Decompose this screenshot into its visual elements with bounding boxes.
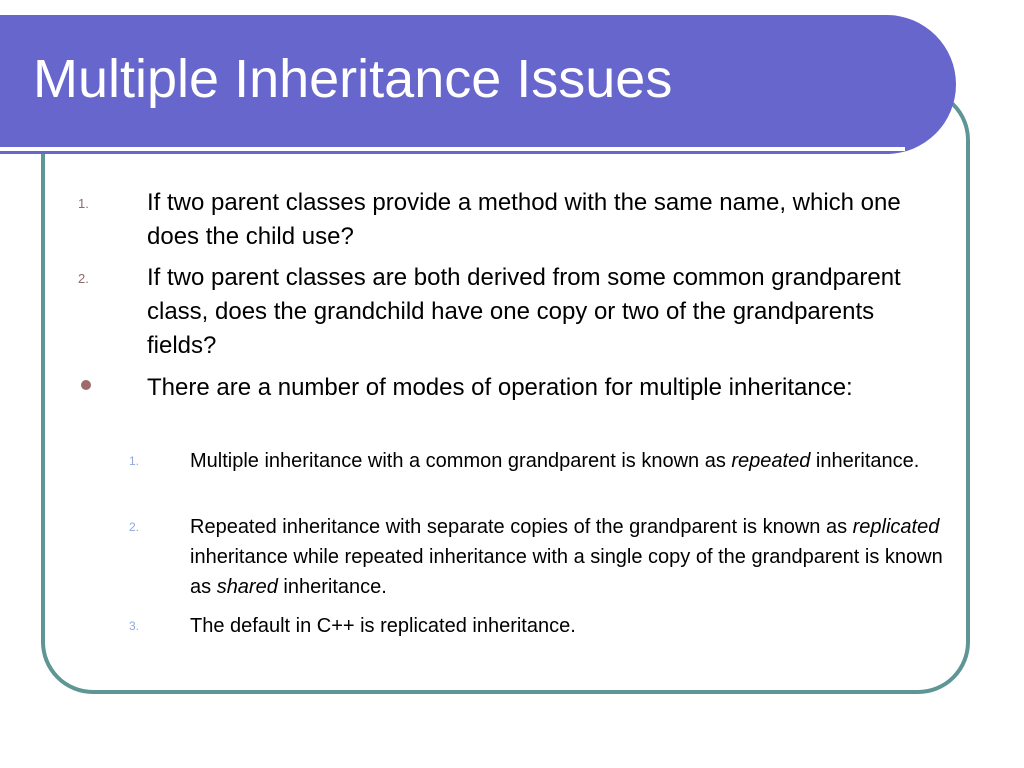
sub-list-item — [129, 512, 950, 602]
list-item-text: If two parent classes provide a method with the same name, which one does the child use? — [147, 189, 901, 250]
list-item — [147, 371, 937, 405]
sub-list-item — [129, 611, 950, 641]
list-item-text: There are a number of modes of operation for multiple inheritance: — [147, 374, 853, 401]
emphasis-term: replicated — [852, 516, 940, 538]
sub-list-item — [129, 446, 950, 476]
slide-title: Multiple Inheritance Issues — [33, 49, 673, 109]
sub-list-number: 3. — [129, 619, 140, 633]
list-number: 2. — [78, 271, 89, 286]
sub-item-text: inheritance. — [277, 576, 387, 598]
list-item-text: If two parent classes are both derived from some common grandparent class, does the grandchild have one copy or two of the grandparents fields? — [147, 264, 901, 359]
list-item — [78, 186, 937, 254]
sub-item-text: The default in C++ is replicated inheritance. — [190, 615, 576, 637]
bullet-icon — [81, 380, 91, 390]
sub-list-number: 2. — [129, 520, 140, 534]
emphasis-term: repeated — [731, 450, 811, 472]
sub-item-text: inheritance while repeated inheritance with a single copy of the grandparent is known as — [190, 546, 943, 598]
list-number: 1. — [78, 196, 89, 211]
sub-list-number: 1. — [129, 454, 140, 468]
sub-item-text: Repeated inheritance with separate copies of the grandparent is known as — [190, 516, 853, 538]
list-item — [78, 261, 937, 363]
sub-item-text: inheritance. — [810, 450, 920, 472]
emphasis-term: shared — [216, 576, 278, 598]
sub-item-text: Multiple inheritance with a common grandparent is known as — [190, 450, 732, 472]
